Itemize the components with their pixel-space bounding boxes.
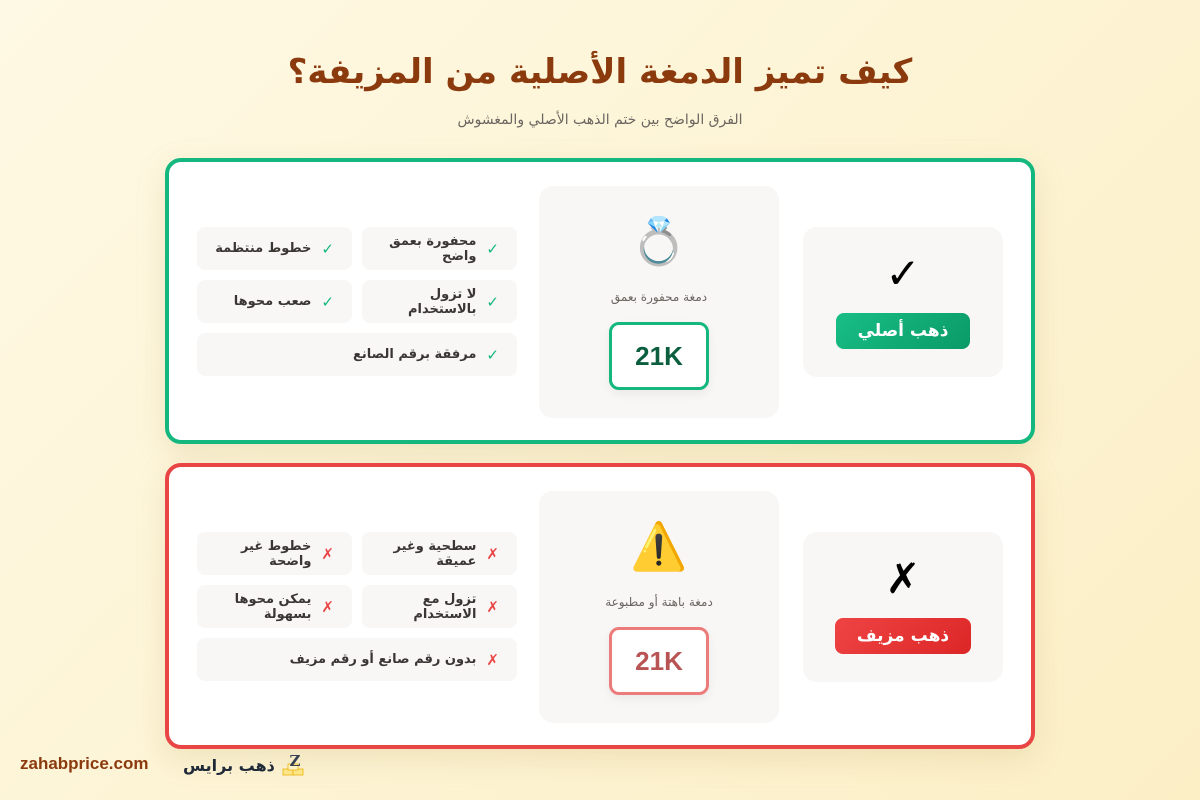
page-title: كيف تميز الدمغة الأصلية من المزيفة؟: [287, 52, 913, 92]
feature-label: خطوط غير واضحة: [240, 538, 312, 569]
feature-label: محفورة بعمق واضح: [389, 233, 477, 264]
page-subtitle: الفرق الواضح بين ختم الذهب الأصلي والمغشوش: [457, 112, 743, 128]
feature-item: [362, 585, 517, 628]
feature-label: لا تزول بالاستخدام: [408, 286, 477, 317]
warning-icon: ⚠️: [630, 519, 688, 573]
fake-card: [165, 463, 1035, 749]
feature-item: [362, 227, 517, 270]
feature-item: [197, 532, 352, 575]
footer-url[interactable]: zahabprice.com: [20, 754, 149, 773]
check-icon: ✓: [321, 239, 334, 258]
feature-item: [197, 280, 352, 323]
fake-stamp-box: [539, 491, 779, 723]
gold-bars-logo-icon: [281, 752, 309, 778]
cross-icon: ✗: [486, 597, 499, 616]
fake-stamp-caption: دمغة باهتة أو مطبوعة: [605, 595, 713, 609]
fake-stamp: 21K: [609, 627, 709, 695]
feature-label: صعب محوها: [233, 294, 312, 309]
feature-label: تزول مع الاستخدام: [413, 591, 477, 622]
cross-icon: ✗: [321, 597, 334, 616]
feature-item: [362, 280, 517, 323]
ring-icon: 💍: [630, 214, 688, 268]
feature-item: [362, 532, 517, 575]
fake-features: [197, 532, 517, 681]
cross-icon: ✗: [486, 544, 499, 563]
footer-brand: [183, 752, 309, 778]
feature-label: خطوط منتظمة: [215, 241, 312, 256]
feature-label: سطحية وغير عميقة: [393, 538, 477, 569]
check-icon: ✓: [885, 249, 921, 298]
feature-item: [197, 585, 352, 628]
genuine-badge: ذهب أصلي: [836, 313, 971, 349]
feature-item: [197, 638, 517, 681]
feature-label: يمكن محوها بسهولة: [234, 591, 312, 622]
check-icon: ✓: [321, 292, 334, 311]
feature-item: [197, 333, 517, 376]
genuine-badge-box: [803, 227, 1003, 377]
genuine-stamp-box: [539, 186, 779, 418]
feature-item: [197, 227, 352, 270]
check-icon: ✓: [486, 239, 499, 258]
fake-badge-box: [803, 532, 1003, 682]
genuine-card: [165, 158, 1035, 444]
genuine-features: [197, 227, 517, 376]
genuine-stamp: 21K: [609, 322, 709, 390]
check-icon: ✓: [486, 345, 499, 364]
genuine-stamp-caption: دمغة محفورة بعمق: [610, 290, 708, 304]
cross-icon: ✗: [321, 544, 334, 563]
check-icon: ✓: [486, 292, 499, 311]
cross-icon: ✗: [885, 554, 921, 603]
cross-icon: ✗: [486, 650, 499, 669]
feature-label: مرفقة برقم الصانع: [353, 347, 477, 362]
fake-badge: ذهب مزيف: [835, 618, 971, 654]
svg-text:Z: Z: [289, 752, 301, 770]
brand-name: ذهب برايس: [183, 755, 275, 775]
feature-label: بدون رقم صانع أو رقم مزيف: [289, 652, 477, 667]
